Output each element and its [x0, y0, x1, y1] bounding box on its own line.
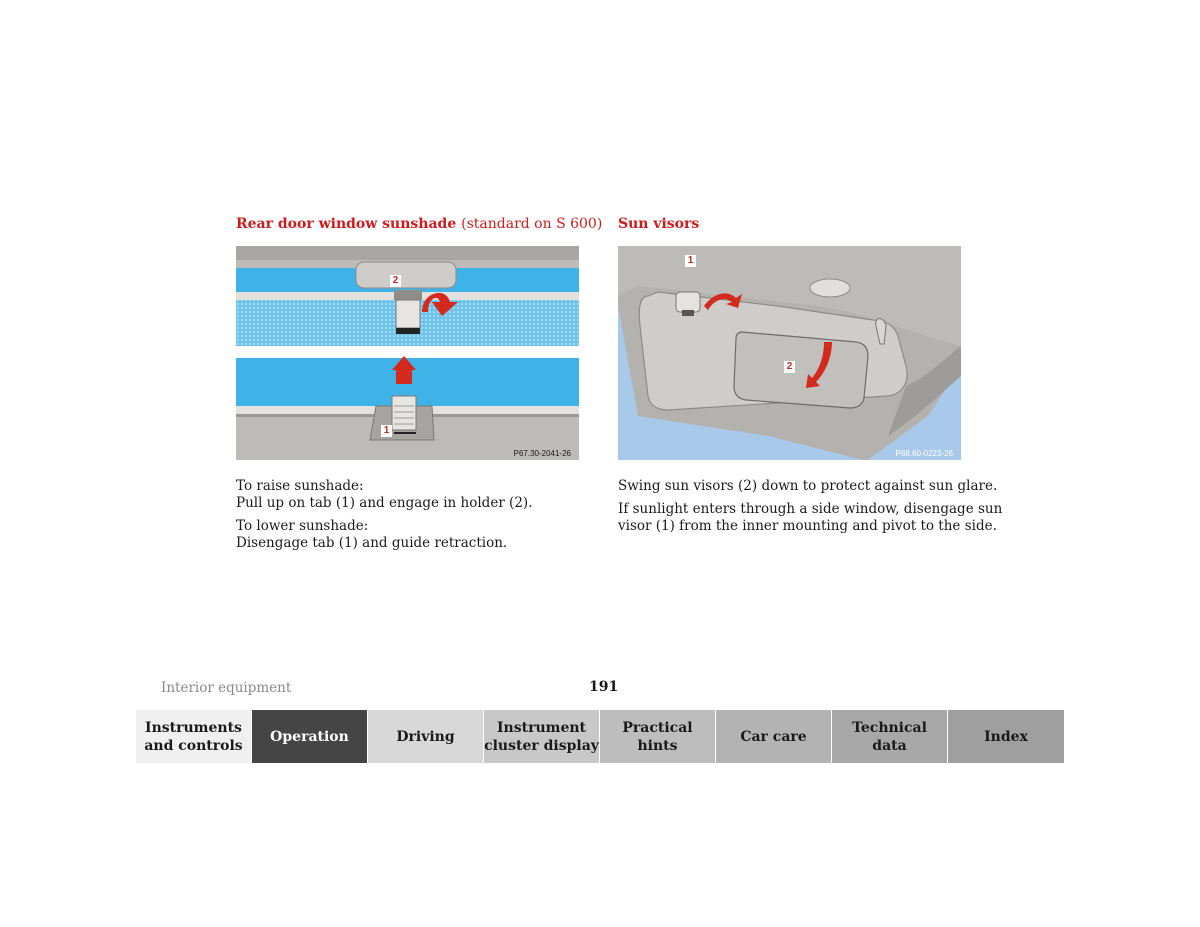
callout-1: 1	[685, 255, 696, 267]
swing-instruction: Swing sun visors (2) down to protect against sun glare.	[618, 478, 998, 494]
sunshade-heading-main: Rear door window sunshade	[236, 216, 457, 232]
page-number: 191	[589, 679, 619, 695]
sunshade-illustration	[236, 246, 579, 460]
sunshade-heading	[236, 216, 602, 232]
callout-1: 1	[381, 425, 392, 437]
figure-code: P67.30-2041-26	[513, 449, 571, 458]
tab-practical-hints[interactable]: Practical hints	[600, 710, 716, 763]
tab-car-care[interactable]: Car care	[716, 710, 832, 763]
section-title: Interior equipment	[161, 680, 292, 696]
sun-visor-illustration	[618, 246, 961, 460]
sunshade-heading-sub: (standard on S 600)	[461, 216, 603, 232]
tab-instruments-and-controls[interactable]: Instruments and controls	[136, 710, 252, 763]
callout-2: 2	[390, 275, 401, 287]
figure-code: P68.60-0223-26	[895, 449, 953, 458]
side-window-line-2: visor (1) from the inner mounting and pivot to the side.	[618, 518, 997, 534]
tab-operation[interactable]: Operation	[252, 710, 368, 763]
lower-label: To lower sunshade:	[236, 518, 369, 534]
tab-index[interactable]: Index	[948, 710, 1064, 763]
raise-label: To raise sunshade:	[236, 478, 364, 494]
raise-instruction: Pull up on tab (1) and engage in holder (2).	[236, 495, 533, 511]
chapter-nav	[136, 710, 1065, 763]
tab-driving[interactable]: Driving	[368, 710, 484, 763]
sunshade-instructions	[236, 478, 532, 558]
side-window-line-1: If sunlight enters through a side window, disengage sun	[618, 501, 1003, 517]
sun-visor-instructions	[618, 478, 1002, 535]
sun-visors-heading: Sun visors	[618, 216, 700, 232]
tab-instrument-cluster-display[interactable]: Instrument cluster display	[484, 710, 600, 763]
tab-technical-data[interactable]: Technical data	[832, 710, 948, 763]
callout-2: 2	[784, 361, 795, 373]
lower-instruction: Disengage tab (1) and guide retraction.	[236, 535, 508, 551]
